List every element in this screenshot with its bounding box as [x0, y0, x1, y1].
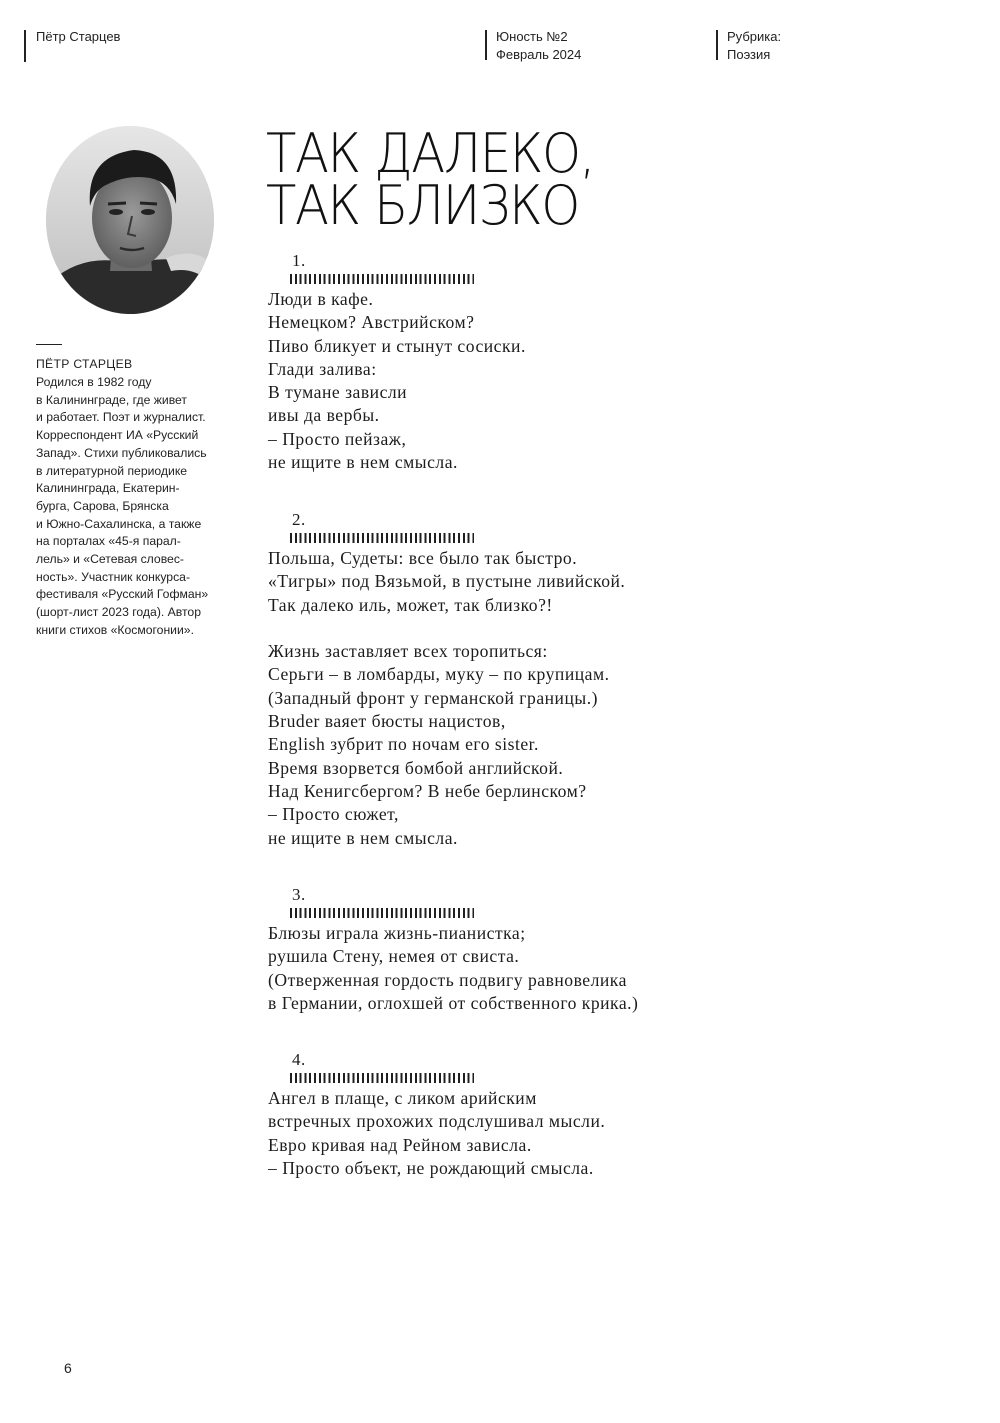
- poem-line: Время взорвется бомбой английской.: [268, 757, 564, 778]
- bio-line: бурга, Сарова, Брянска: [36, 498, 169, 513]
- header-issue: Юность №2: [496, 29, 568, 44]
- bio-line: (шорт-лист 2023 года). Автор: [36, 605, 201, 620]
- poem-line: Жизнь заставляет всех торопиться:: [268, 641, 548, 662]
- poem-section-2: [268, 509, 788, 850]
- bio-line: Калининграда, Екатерин-: [36, 481, 180, 496]
- header-divider: [485, 30, 487, 60]
- bio-line: книги стихов «Космогонии».: [36, 622, 194, 637]
- header-issue-block: [496, 28, 581, 64]
- section-number: 3.: [292, 885, 306, 904]
- poem-line: Bruder ваяет бюсты нацистов,: [268, 711, 506, 732]
- poem-line: Глади залива:: [268, 358, 377, 379]
- section-number: 2.: [292, 510, 306, 529]
- poem-line: рушила Стену, немея от свиста.: [268, 946, 520, 967]
- poem-line: Пиво бликует и стынут сосиски.: [268, 335, 526, 356]
- bio-line: фестиваля «Русский Гофман»: [36, 587, 209, 602]
- poem-line: не ищите в нем смысла.: [268, 452, 458, 473]
- poem-title: [266, 122, 595, 237]
- poem-section-1: [268, 250, 788, 474]
- poem-line: – Просто сюжет,: [268, 804, 399, 825]
- poem-line: Блюзы играла жизнь-пианистка;: [268, 923, 526, 943]
- section-ornament: [290, 533, 474, 543]
- poem-line: «Тигры» под Вязьмой, в пустыне ливийской.: [268, 571, 626, 592]
- poem-line: Ангел в плаще, с ликом арийским: [268, 1088, 537, 1108]
- poem-line: Так далеко иль, может, так близко?!: [268, 594, 553, 615]
- poem-title-line: ТАК БЛИЗКО: [266, 174, 579, 237]
- section-number: 4.: [292, 1050, 306, 1069]
- bio-name: ПЁТР СТАРЦЕВ: [36, 357, 133, 372]
- bio-text: [36, 374, 246, 640]
- poem-line: (Западный фронт у германской границы.): [268, 687, 598, 708]
- poem-line: English зубрит по ночам его sister.: [268, 734, 539, 755]
- header-author: Пётр Старцев: [36, 29, 121, 44]
- poem-line: Серьги – в ломбарды, муку – по крупицам.: [268, 664, 610, 685]
- bio-line: Запад». Стихи публиковались: [36, 445, 207, 460]
- bio-line: в Калининграде, где живет: [36, 392, 188, 407]
- poem-line: (Отверженная гордость подвигу равновелика: [268, 969, 627, 990]
- section-number: 1.: [292, 251, 306, 270]
- header-rubric-label: Рубрика:: [727, 29, 782, 44]
- poem-line: В тумане зависли: [268, 382, 408, 403]
- bio-line: лель» и «Сетевая словес-: [36, 552, 184, 567]
- header-rubric-value: Поэзия: [727, 47, 771, 62]
- poem-line: – Просто объект, не рождающий смысла.: [268, 1157, 594, 1178]
- header-author-block: [36, 28, 120, 46]
- header-date: Февраль 2024: [496, 47, 582, 62]
- poem-line: – Просто пейзаж,: [268, 428, 407, 449]
- poem-section-3: [268, 884, 788, 1015]
- poem-line: в Германии, оглохшей от собственного крика.): [268, 992, 639, 1013]
- poem-section-4: [268, 1049, 788, 1180]
- header-rubric-block: [727, 28, 781, 64]
- poem-line: Люди в кафе.: [268, 289, 374, 309]
- poem-line: Над Кенигсбергом? В небе берлинском?: [268, 780, 587, 801]
- poem-line: встречных прохожих подслушивал мысли.: [268, 1111, 606, 1132]
- poem-title-line: ТАК ДАЛЕКО,: [266, 122, 595, 185]
- author-portrait-image: [46, 126, 214, 314]
- author-bio: [36, 344, 246, 640]
- section-ornament: [290, 274, 474, 284]
- bio-line: ность». Участник конкурса-: [36, 569, 190, 584]
- author-photo: [46, 126, 214, 314]
- bio-line: Корреспондент ИА «Русский: [36, 428, 199, 443]
- page-number: 6: [64, 1360, 72, 1376]
- header-divider: [24, 30, 26, 62]
- bio-line: и работает. Поэт и журналист.: [36, 410, 206, 425]
- bio-divider: [36, 344, 62, 345]
- poem-line: не ищите в нем смысла.: [268, 827, 458, 848]
- bio-line: на порталах «45-я парал-: [36, 534, 181, 549]
- poem-line: Немецком? Австрийском?: [268, 312, 475, 333]
- header-divider: [716, 30, 718, 60]
- section-ornament: [290, 908, 474, 918]
- poem-line: Польша, Судеты: все было так быстро.: [268, 548, 578, 568]
- stanza-break: [268, 617, 788, 640]
- bio-line: в литературной периодике: [36, 463, 188, 478]
- bio-line: Родился в 1982 году: [36, 375, 152, 389]
- poem-line: ивы да вербы.: [268, 405, 380, 426]
- poem-line: Евро кривая над Рейном зависла.: [268, 1134, 532, 1155]
- section-ornament: [290, 1073, 474, 1083]
- bio-line: и Южно-Сахалинска, а также: [36, 516, 202, 531]
